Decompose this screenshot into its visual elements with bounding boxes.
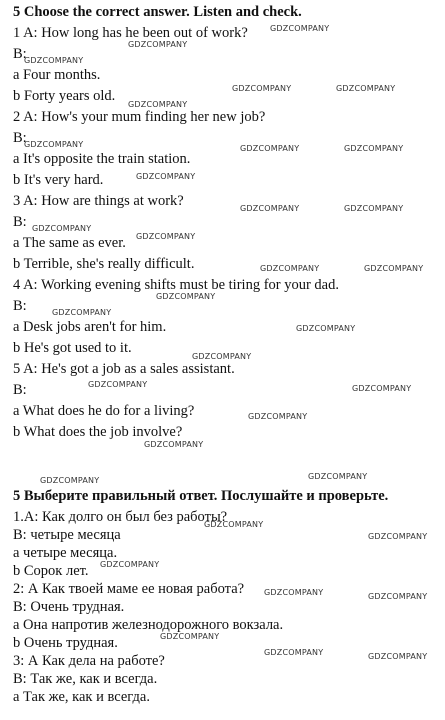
watermark: GDZCOMPANY [296, 324, 356, 333]
question-5: 5 A: He's got a job as a sales assistant. [13, 361, 235, 377]
exercise-heading-en: 5 Choose the correct answer. Listen and check. [13, 4, 302, 20]
watermark: GDZCOMPANY [240, 144, 300, 153]
option-1a: a Four months. [13, 67, 101, 83]
option-3a-ru: а Так же, как и всегда. [13, 689, 150, 705]
option-2a-ru: а Она напротив железнодорожного вокзала. [13, 617, 284, 633]
question-3-ru: 3: А Как дела на работе? [13, 653, 165, 669]
watermark: GDZCOMPANY [144, 440, 204, 449]
option-5a: a What does he do for a living? [13, 403, 195, 419]
answer-blank-5: B: [13, 382, 27, 398]
watermark: GDZCOMPANY [204, 520, 264, 529]
question-2: 2 A: How's your mum finding her new job? [13, 109, 266, 125]
watermark: GDZCOMPANY [260, 264, 320, 273]
option-5b: b What does the job involve? [13, 424, 183, 440]
watermark: GDZCOMPANY [308, 472, 368, 481]
watermark: GDZCOMPANY [32, 224, 92, 233]
watermark: GDZCOMPANY [264, 648, 324, 657]
answer-1-ru: В: четыре месяца [13, 527, 121, 543]
watermark: GDZCOMPANY [40, 476, 100, 485]
option-1a-ru: а четыре месяца. [13, 545, 118, 561]
watermark: GDZCOMPANY [160, 632, 220, 641]
watermark: GDZCOMPANY [52, 308, 112, 317]
question-3: 3 A: How are things at work? [13, 193, 184, 209]
answer-blank-4: B: [13, 298, 27, 314]
option-2b: b It's very hard. [13, 172, 104, 188]
watermark: GDZCOMPANY [136, 232, 196, 241]
watermark: GDZCOMPANY [192, 352, 252, 361]
question-1-ru: 1.А: Как долго он был без работы? [13, 509, 228, 525]
watermark: GDZCOMPANY [88, 380, 148, 389]
watermark: GDZCOMPANY [264, 588, 324, 597]
watermark: GDZCOMPANY [368, 592, 428, 601]
option-2a: a It's opposite the train station. [13, 151, 191, 167]
watermark: GDZCOMPANY [248, 412, 308, 421]
watermark: GDZCOMPANY [364, 264, 424, 273]
watermark: GDZCOMPANY [270, 24, 330, 33]
watermark: GDZCOMPANY [368, 532, 428, 541]
watermark: GDZCOMPANY [156, 292, 216, 301]
question-4: 4 A: Working evening shifts must be tiring for your dad. [13, 277, 339, 293]
watermark: GDZCOMPANY [24, 140, 84, 149]
watermark: GDZCOMPANY [232, 84, 292, 93]
watermark: GDZCOMPANY [24, 56, 84, 65]
watermark: GDZCOMPANY [100, 560, 160, 569]
answer-blank-2: B: [13, 130, 27, 146]
option-2b-ru: b Очень трудная. [13, 635, 118, 651]
watermark: GDZCOMPANY [368, 652, 428, 661]
answer-blank-3: B: [13, 214, 27, 230]
option-4a: a Desk jobs aren't for him. [13, 319, 167, 335]
watermark: GDZCOMPANY [240, 204, 300, 213]
option-3b: b Terrible, she's really difficult. [13, 256, 195, 272]
watermark: GDZCOMPANY [136, 172, 196, 181]
watermark: GDZCOMPANY [128, 100, 188, 109]
exercise-heading-ru: 5 Выберите правильный ответ. Послушайте и проверьте. [13, 488, 389, 504]
question-1: 1 A: How long has he been out of work? [13, 25, 248, 41]
watermark: GDZCOMPANY [344, 144, 404, 153]
option-3a: a The same as ever. [13, 235, 126, 251]
option-1b-ru: b Сорок лет. [13, 563, 89, 579]
option-4b: b He's got used to it. [13, 340, 132, 356]
option-1b: b Forty years old. [13, 88, 116, 104]
answer-3-ru: В: Так же, как и всегда. [13, 671, 158, 687]
watermark: GDZCOMPANY [336, 84, 396, 93]
answer-2-ru: В: Очень трудная. [13, 599, 125, 615]
answer-blank-1: B: [13, 46, 27, 62]
watermark: GDZCOMPANY [344, 204, 404, 213]
question-2-ru: 2: А Как твоей маме ее новая работа? [13, 581, 245, 597]
watermark: GDZCOMPANY [128, 40, 188, 49]
watermark: GDZCOMPANY [352, 384, 412, 393]
